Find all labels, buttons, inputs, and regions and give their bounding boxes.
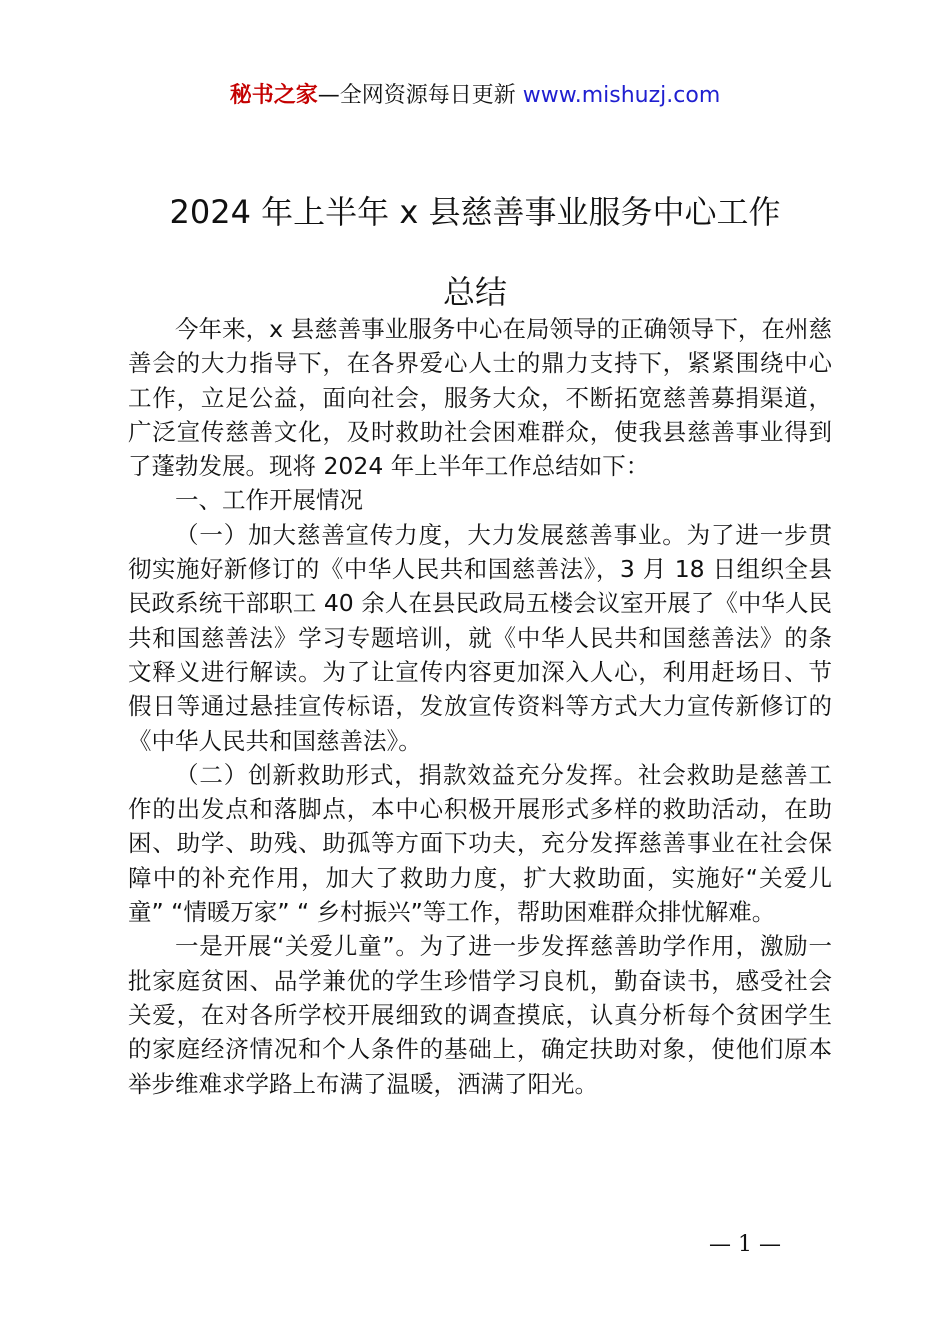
intro-paragraph: 今年来，x 县慈善事业服务中心在局领导的正确领导下，在州慈善会的大力指导下，在各界爱心人士的鼎力支持下，紧紧围绕中心工作，立足公益，面向社会，服务大众，不断拓宽慈善募捐渠道，广泛宣传慈善文化，及时救助社会困难群众，使我县慈善事业得到了蓬勃发展。现将 2024 年上半年工作总结如下：: [128, 315, 832, 481]
document-title: [100, 186, 850, 318]
section-heading: 一、工作开展情况: [175, 486, 363, 515]
brand-name: 秘书之家: [229, 83, 318, 108]
title-line-1: 2024 年上半年 x 县慈善事业服务中心工作: [169, 193, 781, 231]
title-line-2: 总结: [442, 273, 507, 311]
site-url-link[interactable]: www.mishuzj.com: [522, 83, 721, 108]
page-number: — 1 —: [709, 1232, 781, 1257]
site-header: [0, 78, 950, 114]
paragraph-caring-children: 一是开展“关爱儿童”。为了进一步发挥慈善助学作用，激励一批家庭贫困、品学兼优的学生珍惜学习良机，勤奋读书，感受社会关爱，在对各所学校开展细致的调查摸底，认真分析每个贫困学生的家庭经济情况和个人条件的基础上，确定扶助对象，使他们原本举步维难求学路上布满了温暖，洒满了阳光。: [128, 932, 832, 1098]
paragraph-assistance: （二）创新救助形式，捐款效益充分发挥。社会救助是慈善工作的出发点和落脚点，本中心积极开展形式多样的救助活动，在助困、助学、助残、助孤等方面下功夫，充分发挥慈善事业在社会保障中的补充作用，加大了救助力度，扩大救助面，实施好“关爱儿童” “情暖万家” “ 乡村振兴”等工作，帮助困难群众排忧解难。: [128, 760, 832, 927]
document-body: [128, 312, 832, 1101]
header-tagline: —全网资源每日更新: [317, 83, 523, 108]
paragraph-publicity: （一）加大慈善宣传力度，大力发展慈善事业。为了进一步贯彻实施好新修订的《中华人民共和国慈善法》，3 月 18 日组织全县民政系统干部职工 40 余人在县民政局五楼会议室开展了《中华人民共和国慈善法》学习专题培训，就《中华人民共和国慈善法》的条文释义进行解读。为了让宣传内容更加深入人心，利用赶场日、节假日等通过悬挂宣传标语，发放宣传资料等方式大力宣传新修订的《中华人民共和国慈善法》。: [128, 520, 832, 755]
